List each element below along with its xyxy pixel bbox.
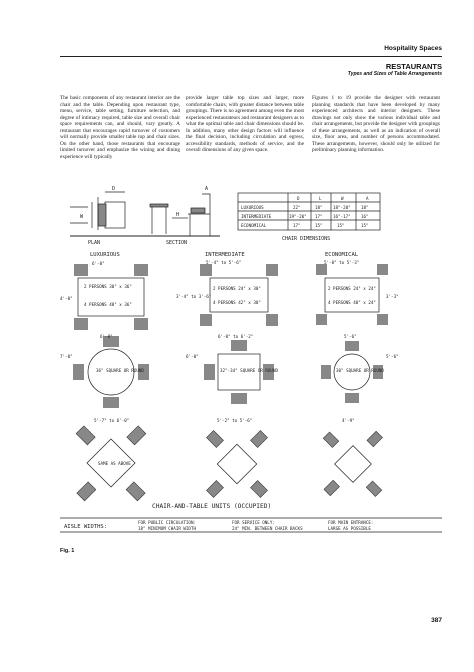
dim-label: 3'-4" to 3'-6" (176, 294, 212, 299)
chair-mark (77, 482, 96, 501)
aisle-widths (64, 520, 373, 531)
chair-mark (345, 341, 359, 351)
chair-mark (200, 264, 212, 276)
dim-label: 5'-7" to 6'-0" (94, 418, 130, 423)
svg-text:LARGE AS POSSIBLE: LARGE AS POSSIBLE (328, 526, 371, 531)
chair-mark (76, 426, 95, 445)
chair-mark (103, 397, 119, 408)
page-title: RESTAURANTS (385, 62, 442, 71)
svg-text:16"-17": 16"-17" (333, 214, 351, 219)
category-intermediate: INTERMEDIATE (205, 252, 245, 258)
dim-label: 6'-8" (100, 334, 113, 339)
chair-mark (316, 264, 327, 275)
table-label: 36" SQUARE OR ROUND (96, 368, 144, 373)
chair-plan-drawing (70, 192, 125, 230)
dim-label: 5'-0" to 5'-3" (324, 260, 360, 265)
dim-label: 7'-0" (60, 354, 73, 359)
dim-label: 5'-6" (344, 334, 357, 339)
svg-text:D: D (297, 196, 300, 201)
svg-text:18"-20": 18"-20" (333, 205, 351, 210)
chair-mark (266, 264, 278, 276)
body-column-3: Figures 1 to 19 provide the designer with restaurant planning standards that have been developed by many experienced architects and interior designers. These drawings not only show the various individual table and chair arrangements, but provide the designer with groupings of these arrangements, as well as an indication of overall size, floor area, and number of persons accommodated. These arrangements, however, should only be utilized for preliminary planning information. (312, 95, 440, 154)
chair-mark (251, 481, 268, 498)
chair-mark (207, 481, 224, 498)
table-label: 4 PERSONS 42" x 30" (213, 300, 261, 305)
table-label: 4 PERSONS 48" x 36" (84, 302, 132, 307)
svg-text:18": 18" (315, 205, 323, 210)
chair-mark (74, 318, 88, 330)
table-label: 2 PERSONS 24" x 30" (213, 286, 261, 291)
chair-mark (251, 431, 268, 448)
svg-text:16": 16" (361, 214, 369, 219)
svg-text:17": 17" (293, 223, 301, 228)
figure-caption: Fig. 1 (60, 548, 75, 554)
svg-text:FOR PUBLIC CIRCULATION:: FOR PUBLIC CIRCULATION: (138, 520, 196, 525)
svg-text:A: A (366, 196, 369, 201)
svg-text:18": 18" (361, 205, 369, 210)
table-label: 32"-34" SQUARE OR ROUND (220, 368, 278, 373)
dim-label: 6'-0" (186, 354, 199, 359)
chair-mark (134, 264, 148, 276)
dim-label: 5'-2" to 5'-6" (217, 418, 253, 423)
dim-label: 3'-3" (386, 294, 399, 299)
section-label: SECTION (166, 240, 188, 246)
dim-w: W (80, 214, 84, 220)
chair-mark (200, 314, 212, 326)
chair-mark (126, 482, 145, 501)
dim-label: 6'-0" to 6'-2" (218, 334, 254, 339)
svg-text:AISLE WIDTHS:: AISLE WIDTHS: (64, 524, 108, 530)
chair-mark (377, 314, 388, 325)
table-label: 30" SQUARE OR ROUND (336, 368, 384, 373)
dim-h: H (176, 212, 180, 218)
body-column-2: provide larger table top sizes and larger, more comfortable chairs, with greater distance between table groupings. There is no agreement among even the most experienced restaurateurs and restaurant designers as to what the optimal table and chair dimensions should be. In addition, many other design factors will influence the final decision, including circulation and egress, accessibility standards, methods of service, and the overall dimensions of any given space. (186, 95, 304, 154)
svg-text:15": 15" (337, 223, 345, 228)
chair-mark (316, 314, 327, 325)
chair-section-drawing (150, 194, 210, 236)
chair-dimension-table (241, 196, 369, 228)
table-label: 4 PERSONS 40" x 24" (328, 300, 376, 305)
category-luxurious: LUXURIOUS (90, 252, 120, 258)
svg-text:LUXURIOUS: LUXURIOUS (241, 205, 264, 210)
body-column-1: The basic components of any restaurant interior are the chair and the table. Depending upon restaurant type, menu, service, table setting, furniture selection, and degree of intimacy required, table size and overall chair space requirements can, and should, vary greatly. A restaurant that encourages rapid turnover of customers will normally provide smaller table top and chair sizes. On the other hand, those restaurants that encourage limited turnover and emphasize the wining and dining experience will typically (60, 95, 180, 160)
chair-mark (366, 481, 382, 497)
figure-1-drawing (60, 178, 442, 542)
dim-d: D (112, 186, 116, 192)
svg-text:FOR SERVICE ONLY:: FOR SERVICE ONLY: (232, 520, 275, 525)
chair-mark (377, 264, 388, 275)
svg-text:INTERMEDIATE: INTERMEDIATE (241, 214, 272, 219)
chair-mark (324, 480, 340, 496)
svg-text:15": 15" (315, 223, 323, 228)
chair-mark (323, 432, 339, 448)
page-subtitle: Types and Sizes of Table Arrangements (347, 71, 442, 77)
table-label: SAME AS ABOVE (98, 461, 131, 466)
svg-text:17": 17" (315, 214, 323, 219)
chair-mark (207, 431, 224, 448)
plan-label: PLAN (88, 240, 101, 246)
svg-text:FOR MAIN ENTRANCE:: FOR MAIN ENTRANCE: (328, 520, 374, 525)
chair-mark (367, 431, 383, 447)
chair-mark (204, 364, 215, 380)
dim-label: 6'-0" (92, 261, 105, 266)
svg-text:19"-20": 19"-20" (289, 214, 307, 219)
svg-text:15": 15" (361, 223, 369, 228)
chair-dimensions-label: CHAIR DIMENSIONS (282, 236, 331, 242)
chair-mark (134, 318, 148, 330)
chair-mark (231, 393, 247, 404)
svg-text:L: L (319, 196, 322, 201)
page-number: 387 (431, 617, 442, 624)
dim-label: 4'-9" (342, 418, 355, 423)
svg-text:22": 22" (293, 205, 301, 210)
dim-a: A (205, 186, 209, 192)
chair-mark (73, 364, 84, 380)
category-economical: ECONOMICAL (325, 252, 359, 258)
dim-label: 5'-6" (386, 354, 399, 359)
dim-label: 4'-0" (60, 296, 73, 301)
units-title: CHAIR-AND-TABLE UNITS (OCCUPIED) (152, 503, 272, 510)
header-section: Hospitality Spaces (384, 45, 442, 52)
svg-text:24" MIN. BETWEEN CHAIR BACKS: 24" MIN. BETWEEN CHAIR BACKS (232, 526, 303, 531)
table-label: 2 PERSONS 24" x 24" (328, 286, 376, 291)
chair-mark (127, 426, 146, 445)
svg-text:W: W (341, 196, 344, 201)
chair-mark (266, 314, 278, 326)
svg-text:ECONOMICAL: ECONOMICAL (241, 223, 267, 228)
chair-mark (74, 264, 88, 276)
table-label: 2 PERSONS 30" x 36" (84, 284, 132, 289)
header-rule (60, 56, 442, 57)
chair-mark (345, 393, 359, 403)
svg-text:18" MINIMUM CHAIR WIDTH: 18" MINIMUM CHAIR WIDTH (138, 526, 196, 531)
chair-mark (231, 340, 247, 351)
chair-mark (321, 365, 331, 379)
dim-label: 5'-4" to 5'-6" (206, 260, 242, 265)
